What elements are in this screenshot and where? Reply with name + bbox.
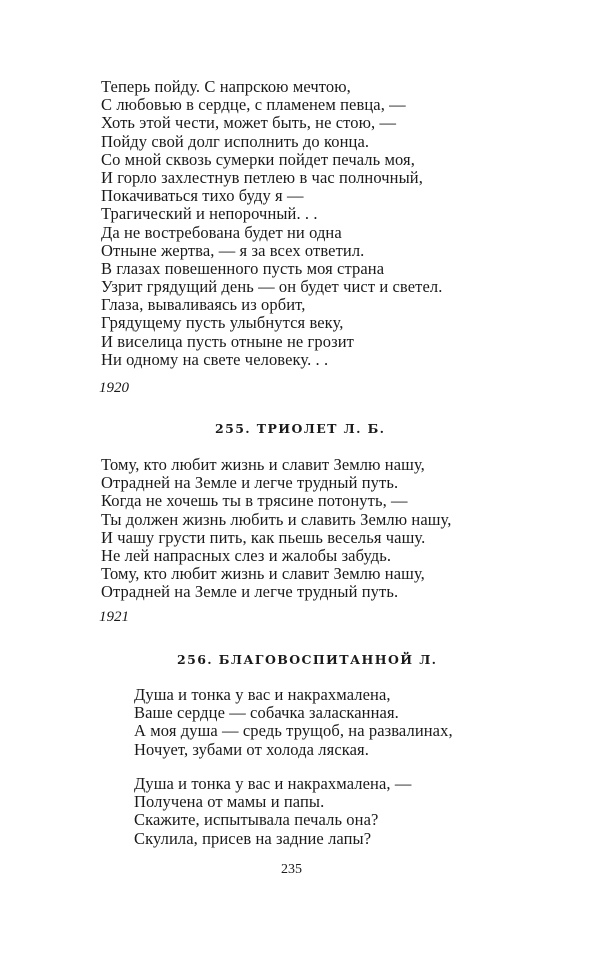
poem-line: Хоть этой чести, может быть, не стою, — xyxy=(101,113,397,133)
poem-line: Трагический и непорочный. . . xyxy=(101,204,318,224)
poem-title-255: 255. ТРИОЛЕТ Л. Б. xyxy=(215,421,386,436)
poem-line: И виселица пусть отныне не грозит xyxy=(101,331,354,351)
poem-line: Ночует, зубами от холода ляская. xyxy=(134,739,369,759)
poem-line: Получена от мамы и папы. xyxy=(134,792,325,812)
poem-line: А моя душа — средь трущоб, на развалинах, xyxy=(134,721,453,741)
poem-line: Теперь пойду. С напрскою мечтою, xyxy=(101,77,351,96)
poem-line: Покачиваться тихо буду я — xyxy=(101,186,304,206)
poem-line: Узрит грядущий день — он будет чист и светел. xyxy=(101,277,443,297)
poem-line: Тому, кто любит жизнь и славит Землю нашу, xyxy=(101,564,425,584)
poem-line: Тому, кто любит жизнь и славит Землю нашу, xyxy=(101,455,425,474)
page-number: 235 xyxy=(281,862,302,877)
poem-line: И горло захлестнув петлею в час полночный, xyxy=(101,167,423,187)
poem-line: Со мной сквозь сумерки пойдет печаль моя, xyxy=(101,149,415,169)
poem-line: Отрадней на Земле и легче трудный путь. xyxy=(101,473,399,493)
triolet-stanza xyxy=(101,456,451,602)
poem-line: Ты должен жизнь любить и славить Землю нашу, xyxy=(101,509,452,529)
poem-line: Ни одному на свете человеку. . . xyxy=(101,349,329,369)
poem-line: Отрадней на Земле и легче трудный путь. xyxy=(101,582,399,602)
poem-line: Отныне жертва, — я за всех ответил. xyxy=(101,240,365,260)
poem-date: 1921 xyxy=(99,609,129,625)
poem-continuation-stanza xyxy=(101,78,442,369)
poem-date: 1920 xyxy=(99,380,129,396)
poem-line: Душа и тонка у вас и накрахмалена, xyxy=(134,685,391,704)
poem-256-stanza-2 xyxy=(134,775,411,848)
poem-line: Скажите, испытывала печаль она? xyxy=(134,810,379,830)
poem-line: Когда не хочешь ты в трясине потонуть, — xyxy=(101,491,408,511)
poem-line: Глаза, вываливаясь из орбит, xyxy=(101,295,306,315)
poem-256-stanza-1 xyxy=(134,686,453,759)
poem-line: Да не востребована будет ни одна xyxy=(101,222,342,242)
poem-line: Пойду свой долг исполнить до конца. xyxy=(101,131,370,151)
poem-line: Душа и тонка у вас и накрахмалена, — xyxy=(134,774,412,793)
poem-line: Не лей напрасных слез и жалобы забудь. xyxy=(101,545,392,565)
poem-line: В глазах повешенного пусть моя страна xyxy=(101,258,385,278)
poem-line: Скулила, присев на задние лапы? xyxy=(134,828,372,848)
poem-line: Ваше сердце — собачка заласканная. xyxy=(134,703,399,723)
poem-line: И чашу грусти пить, как пьешь веселья чашу. xyxy=(101,527,426,547)
poem-line: Грядущему пусть улыбнутся веку, xyxy=(101,313,344,333)
poem-title-256: 256. БЛАГОВОСПИТАННОЙ Л. xyxy=(177,652,438,667)
poem-line: С любовью в сердце, с пламенем певца, — xyxy=(101,95,406,115)
